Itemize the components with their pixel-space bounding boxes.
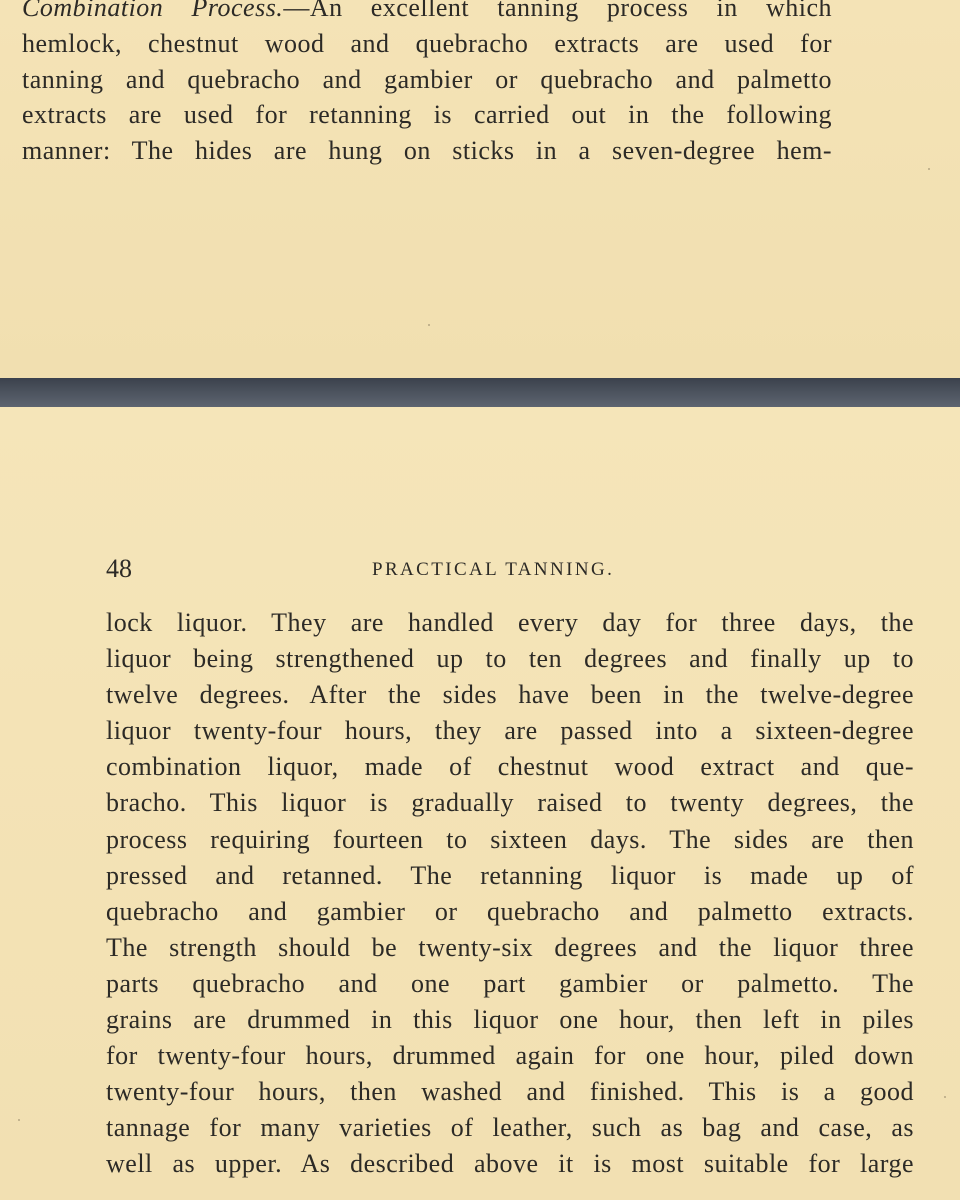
text-line: grains are drummed in this liquor one hour, then left in piles: [106, 1005, 914, 1035]
text-line: [22, 0, 832, 26]
page-current[interactable]: [0, 407, 960, 1200]
line-continuation: —An excellent tanning process in which: [283, 0, 832, 22]
text-line: liquor twenty-four hours, they are passed into a sixteen-degree: [106, 716, 914, 746]
paper-speck: [18, 1119, 20, 1121]
text-line: combination liquor, made of chestnut wood extract and que-: [106, 752, 914, 782]
text-line: liquor being strengthened up to ten degrees and finally up to: [106, 644, 914, 674]
text-line: extracts are used for retanning is carried out in the following: [22, 100, 832, 130]
page-current-text: [106, 605, 914, 1183]
text-line: tannage for many varieties of leather, such as bag and case, as: [106, 1113, 914, 1143]
page-divider: [0, 378, 960, 407]
text-line: twelve degrees. After the sides have been in the twelve-degree: [106, 680, 914, 710]
page-previous-text: [22, 0, 832, 169]
text-line: twenty-four hours, then washed and finished. This is a good: [106, 1077, 914, 1107]
text-line: hemlock, chestnut wood and quebracho extracts are used for: [22, 28, 832, 58]
text-line: pressed and retanned. The retanning liquor is made up of: [106, 860, 914, 890]
text-line: well as upper. As described above it is most suitable for large: [106, 1149, 914, 1179]
text-line: for twenty-four hours, drummed again for one hour, piled down: [106, 1041, 914, 1071]
text-line: tanning and quebracho and gambier or quebracho and palmetto: [22, 64, 832, 94]
text-line: lock liquor. They are handled every day for three days, the: [106, 608, 914, 637]
running-head: PRACTICAL TANNING.: [372, 559, 615, 580]
paper-speck: [428, 324, 430, 326]
page-header: [106, 552, 914, 588]
paper-speck: [928, 168, 930, 170]
page-number: 48: [106, 554, 132, 583]
text-line: manner: The hides are hung on sticks in a seven-degree hem-: [22, 136, 832, 166]
page-previous[interactable]: [0, 0, 960, 378]
paper-speck: [944, 1096, 946, 1098]
text-line: process requiring fourteen to sixteen days. The sides are then: [106, 824, 914, 854]
text-line: quebracho and gambier or quebracho and palmetto extracts.: [106, 896, 914, 926]
text-line: The strength should be twenty-six degrees and the liquor three: [106, 932, 914, 962]
text-line: bracho. This liquor is gradually raised to twenty degrees, the: [106, 788, 914, 818]
text-line: parts quebracho and one part gambier or palmetto. The: [106, 968, 914, 998]
section-heading-italic: Combination Process.: [22, 0, 284, 22]
